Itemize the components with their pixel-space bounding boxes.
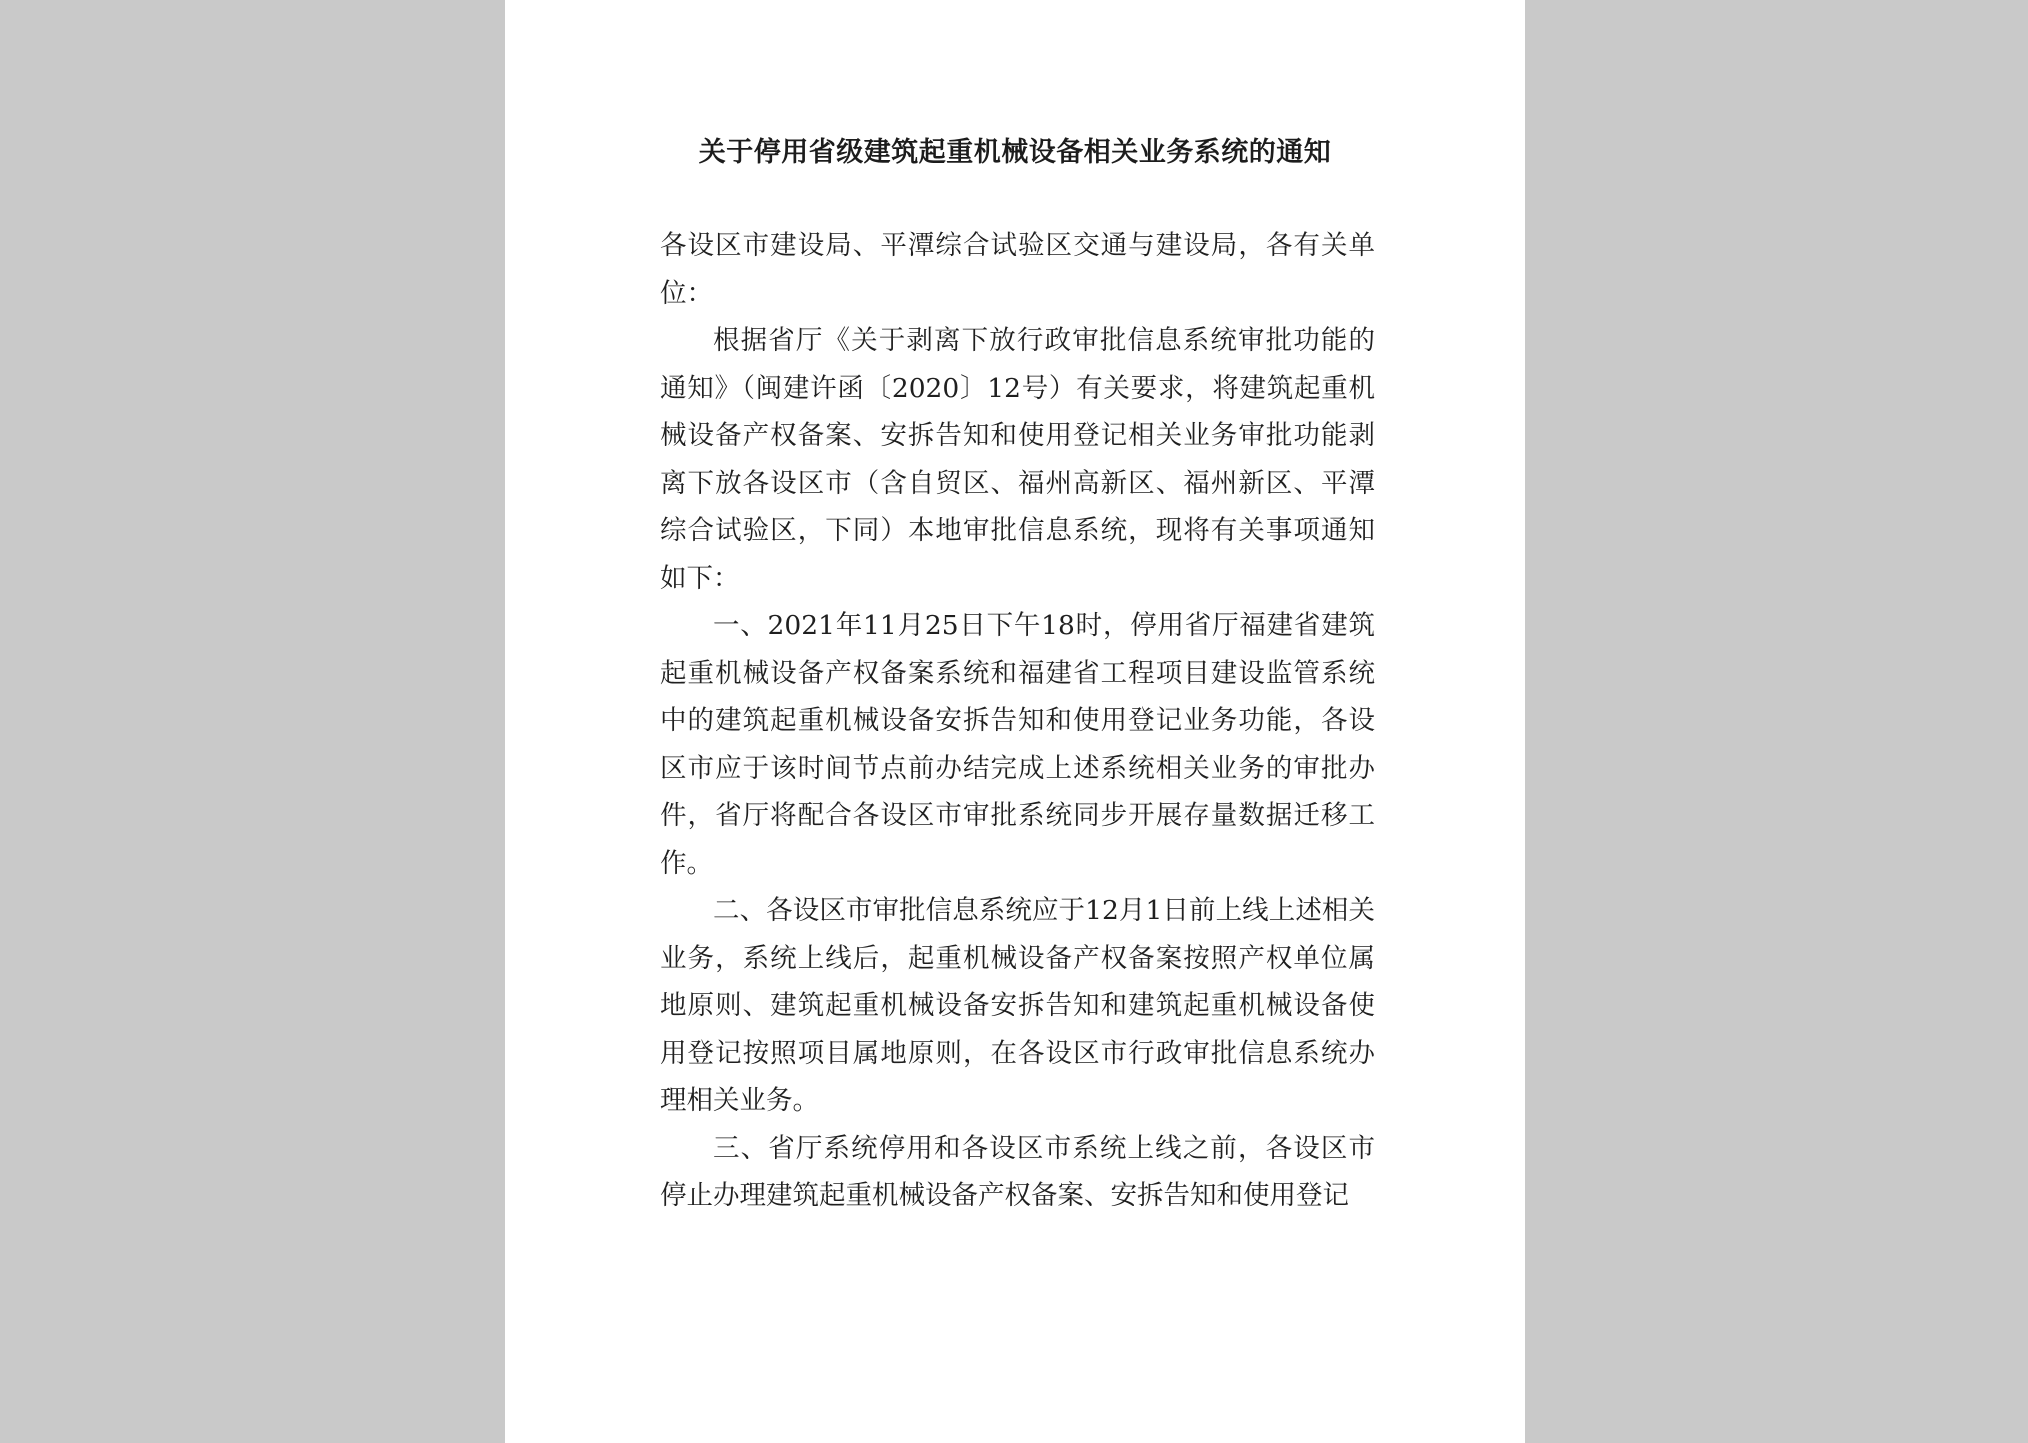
intro-paragraph: 根据省厅《关于剥离下放行政审批信息系统审批功能的通知》（闽建许函〔2020〕12号）有关要求，将建筑起重机械设备产权备案、安拆告知和使用登记相关业务审批功能剥离下放各设区市（含自贸区、福州高新区、福州新区、平潭综合试验区，下同）本地审批信息系统，现将有关事项通知如下：	[660, 325, 1375, 594]
salutation: 各设区市建设局、平潭综合试验区交通与建设局，各有关单位：	[660, 230, 1375, 309]
item-3-paragraph: 三、省厅系统停用和各设区市系统上线之前，各设区市停止办理建筑起重机械设备产权备案、安拆告知和使用登记	[660, 1132, 1375, 1211]
document-title: 关于停用省级建筑起重机械设备相关业务系统的通知	[698, 137, 1332, 168]
document-body	[660, 222, 1375, 1220]
item-2-paragraph: 二、各设区市审批信息系统应于12月1日前上线上述相关业务，系统上线后，起重机械设备产权备案按照产权单位属地原则、建筑起重机械设备安拆告知和建筑起重机械设备使用登记按照项目属地原则，在各设区市行政审批信息系统办理相关业务。	[660, 895, 1375, 1116]
item-1-paragraph: 一、2021年11月25日下午18时，停用省厅福建省建筑起重机械设备产权备案系统和福建省工程项目建设监管系统中的建筑起重机械设备安拆告知和使用登记业务功能，各设区市应于该时间节点前办结完成上述系统相关业务的审批办件，省厅将配合各设区市审批系统同步开展存量数据迁移工作。	[660, 610, 1375, 879]
document-page	[505, 0, 1525, 1443]
